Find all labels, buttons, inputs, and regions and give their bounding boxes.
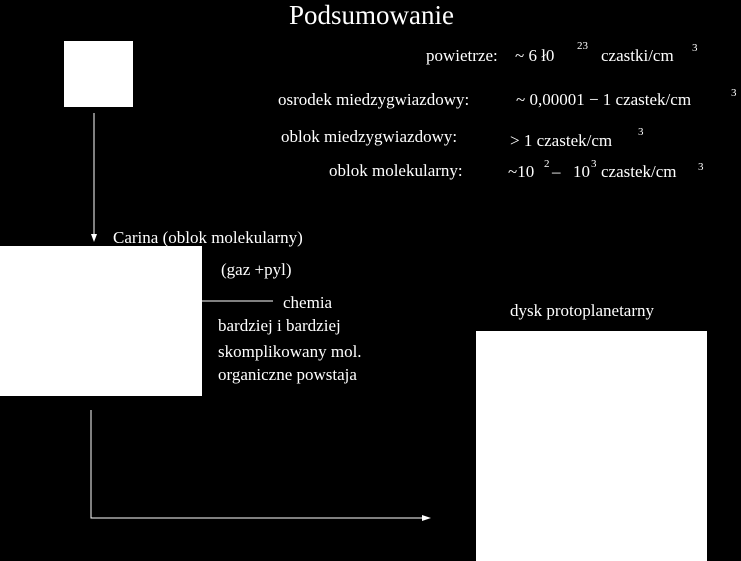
chemistry-line-2: skomplikowany mol. [218, 342, 362, 361]
carina-label: Carina (oblok molekularny) [113, 228, 303, 247]
air-density-unit-exponent: 3 [692, 42, 698, 54]
cloud-density-label: oblok miedzygwiazdowy: [281, 127, 458, 146]
molecular-density-unit-exponent: 3 [698, 161, 704, 173]
carina-composition: (gaz +pyl) [221, 260, 292, 279]
air-density-label: powietrze: [426, 46, 498, 65]
air-density-exponent: 23 [577, 40, 588, 52]
air-density-value: ~ 6 ł0 [515, 46, 555, 65]
chemistry-heading: chemia [283, 293, 333, 312]
ism-density-value: ~ 0,00001 − 1 czastek/cm [516, 90, 692, 109]
ism-density-label: osrodek miedzygwiazdowy: [278, 90, 470, 109]
arrow-to-disk-head [422, 515, 431, 521]
molecular-density-unit: czastek/cm [601, 162, 677, 181]
molecular-density-value-high: 10 [573, 162, 590, 181]
arrow-down-head [91, 234, 97, 242]
arrow-to-disk-line [91, 410, 424, 518]
air-density-unit: czastki/cm [601, 46, 674, 65]
disk-label: dysk protoplanetarny [510, 301, 654, 320]
cloud-density-unit-exponent: 3 [638, 126, 644, 138]
molecular-density-value: ~10 [508, 162, 535, 181]
molecular-density-exponent-high: 3 [591, 158, 597, 170]
cloud-density-value: > 1 czastek/cm [510, 131, 613, 150]
chemistry-line-1: bardziej i bardziej [218, 316, 341, 335]
chemistry-line-3: organiczne powstaja [218, 365, 357, 384]
page-title: Podsumowanie [289, 0, 454, 30]
molecular-density-label: oblok molekularny: [329, 161, 463, 180]
ism-density-unit-exponent: 3 [731, 87, 737, 99]
molecular-density-dash: – [552, 162, 561, 181]
molecular-density-exponent-low: 2 [544, 158, 550, 170]
